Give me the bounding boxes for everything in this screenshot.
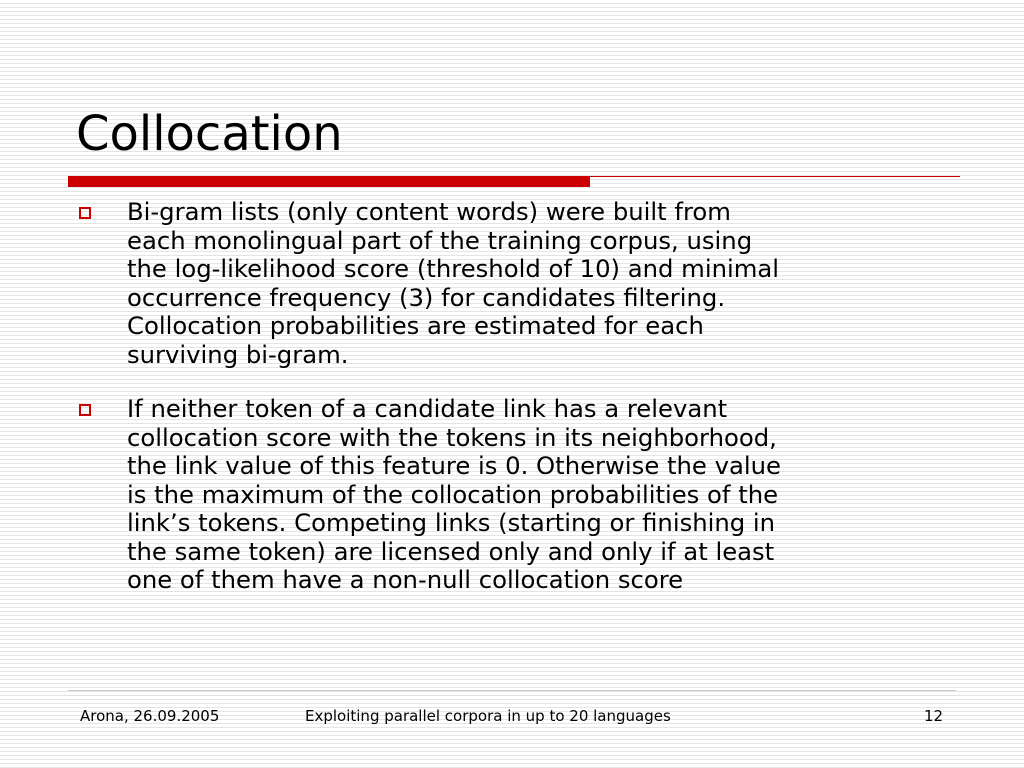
title-rule-thin: [590, 176, 960, 177]
slide-number: 12: [924, 707, 944, 725]
hollow-square-bullet-icon: [79, 207, 91, 219]
bullet-text: If neither token of a candidate link has a relevant collocation score with the tokens in its neighborhood, the link value of this feature is 0. Otherwise the value is the maximum of the collocation probabilities of the link’s tokens. Competing links (starting or finishing in the same token) are licensed only and only if at least one of them have a non-null collocation score: [127, 394, 781, 594]
bullet-text: Bi-gram lists (only content words) were built from each monolingual part of the training corpus, using the log-likelihood score (threshold of 10) and minimal occurrence frequency (3) for candidates filtering. Collocation probabilities are estimated for each surviving bi-gram.: [127, 197, 780, 369]
hollow-square-bullet-icon: [79, 404, 91, 416]
title-rule-thick: [68, 176, 590, 187]
footer-presentation-title: Exploiting parallel corpora in up to 20 languages: [305, 707, 671, 725]
footer-divider: [68, 690, 956, 691]
bullet-list: [76, 198, 946, 621]
bullet-item: [76, 198, 946, 369]
slide-title: Collocation: [76, 106, 343, 162]
bullet-item: [76, 395, 946, 595]
footer-date-location: Arona, 26.09.2005: [80, 707, 220, 725]
